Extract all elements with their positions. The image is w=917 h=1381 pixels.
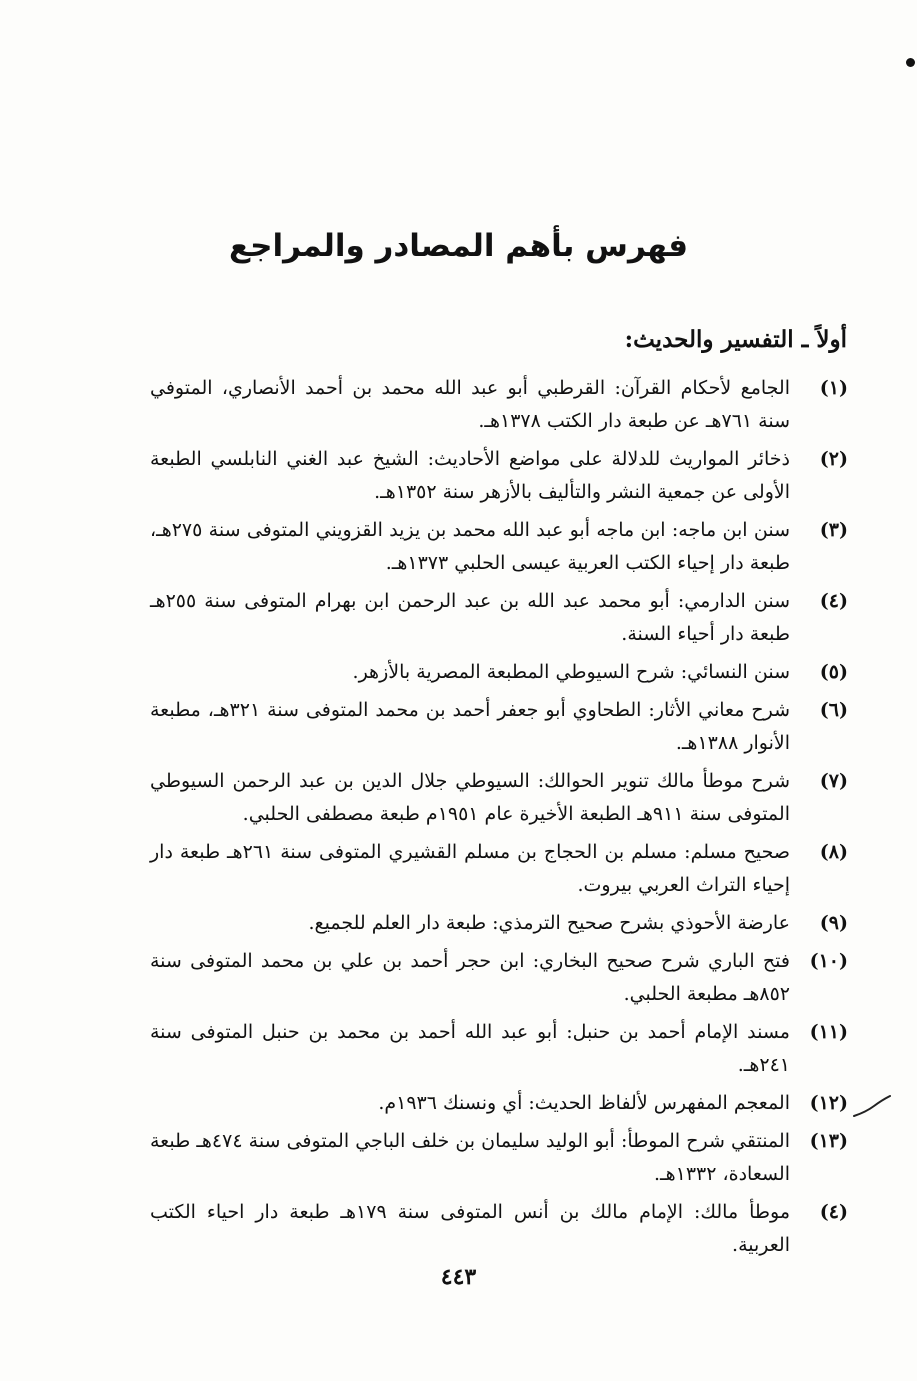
list-item: [150, 443, 848, 509]
list-item: [150, 1087, 848, 1120]
entry-number: (٤): [819, 1201, 848, 1223]
entry-number: (٣): [819, 519, 848, 541]
list-item: [150, 1196, 848, 1262]
entry-text: شرح معاني الأثار: الطحاوي أبو جعفر أحمد بن محمد المتوفى سنة ٣٢١هـ، مطبعة الأنوار ١٣٨٨هـ.: [150, 699, 791, 754]
page-title: فهرس بأهم المصادر والمراجع: [228, 228, 689, 264]
list-item: [150, 514, 848, 580]
entry-text: الجامع لأحكام القرآن: القرطبي أبو عبد الله محمد بن أحمد الأنصاري، المتوفي سنة ٧٦١هـ عن طبعة دار الكتب ١٣٧٨هـ.: [150, 377, 790, 432]
entry-number: (٩): [819, 912, 848, 934]
entry-number: (١): [819, 377, 848, 399]
entry-text: صحيح مسلم: مسلم بن الحجاج بن مسلم القشيري المتوفى سنة ٢٦١هـ طبعة دار إحياء التراث العربي بيروت.: [150, 841, 790, 896]
section-heading: أولاً ـ التفسير والحديث:: [624, 326, 847, 353]
entry-number: (٤): [819, 590, 848, 612]
entry-number: (٨): [819, 841, 848, 863]
list-item: [150, 372, 848, 438]
list-item: [150, 656, 848, 689]
list-item: [150, 765, 848, 831]
entry-number: (١٠): [809, 950, 848, 972]
list-item: [150, 1016, 848, 1082]
ink-dot-mark: [906, 58, 915, 67]
entry-number: (١٢): [809, 1092, 848, 1114]
list-item: [150, 694, 848, 760]
entry-text: ذخائر المواريث للدلالة على مواضع الأحاديث: الشيخ عبد الغني النابلسي الطبعة الأولى عن جمعية النشر والتأليف بالأزهر سنة ١٣٥٢هـ.: [150, 448, 790, 503]
entry-number: (٢): [819, 448, 848, 470]
list-item: [150, 945, 848, 1011]
entry-number: (٦): [819, 699, 848, 721]
entry-text: موطأ مالك: الإمام مالك بن أنس المتوفى سنة ١٧٩هـ طبعة دار احياء الكتب العربية.: [150, 1201, 790, 1256]
page-number: ٤٤٣: [440, 1264, 477, 1290]
list-item: [150, 907, 848, 940]
entry-text: مسند الإمام أحمد بن حنبل: أبو عبد الله أحمد بن محمد بن حنبل المتوفى سنة ٢٤١هـ.: [150, 1021, 790, 1076]
entry-number: (١٣): [809, 1130, 848, 1152]
entry-text: سنن النسائي: شرح السيوطي المطبعة المصرية بالأزهر.: [352, 661, 790, 683]
entry-text: سنن ابن ماجه: ابن ماجه أبو عبد الله محمد بن يزيد القزويني المتوفى سنة ٢٧٥هـ، طبعة دار إحياء الكتب العربية عيسى الحلبي ١٣٧٣هـ.: [150, 519, 790, 574]
entry-text: عارضة الأحوذي بشرح صحيح الترمذي: طبعة دار العلم للجميع.: [308, 912, 790, 934]
list-item: [150, 585, 848, 651]
entry-text: المنتقي شرح الموطأ: أبو الوليد سليمان بن خلف الباجي المتوفى سنة ٤٧٤هـ طبعة السعادة، ١٣٣٢هـ.: [150, 1130, 790, 1185]
entry-text: شرح موطأ مالك تنوير الحوالك: السيوطي جلال الدين بن عبد الرحمن السيوطي المتوفى سنة ٩١١هـ الطبعة الأخيرة عام ١٩٥١م طبعة مصطفى الحلبي.: [150, 770, 791, 825]
list-item: [150, 1125, 848, 1191]
entry-text: فتح الباري شرح صحيح البخاري: ابن حجر أحمد بن علي بن محمد المتوفى سنة ٨٥٢هـ مطبعة الحلبي.: [150, 950, 790, 1005]
entry-number: (١١): [809, 1021, 848, 1043]
pen-check-mark-icon: [852, 1092, 892, 1122]
entry-number: (٧): [819, 770, 848, 792]
bibliography-list: [150, 372, 848, 1267]
entry-text: المعجم المفهرس لألفاظ الحديث: أي ونسنك ١٩٣٦م.: [378, 1092, 790, 1114]
list-item: [150, 836, 848, 902]
entry-text: سنن الدارمي: أبو محمد عبد الله بن عبد الرحمن ابن بهرام المتوفى سنة ٢٥٥هـ طبعة دار أحياء السنة.: [150, 590, 790, 645]
entry-number: (٥): [819, 661, 848, 683]
